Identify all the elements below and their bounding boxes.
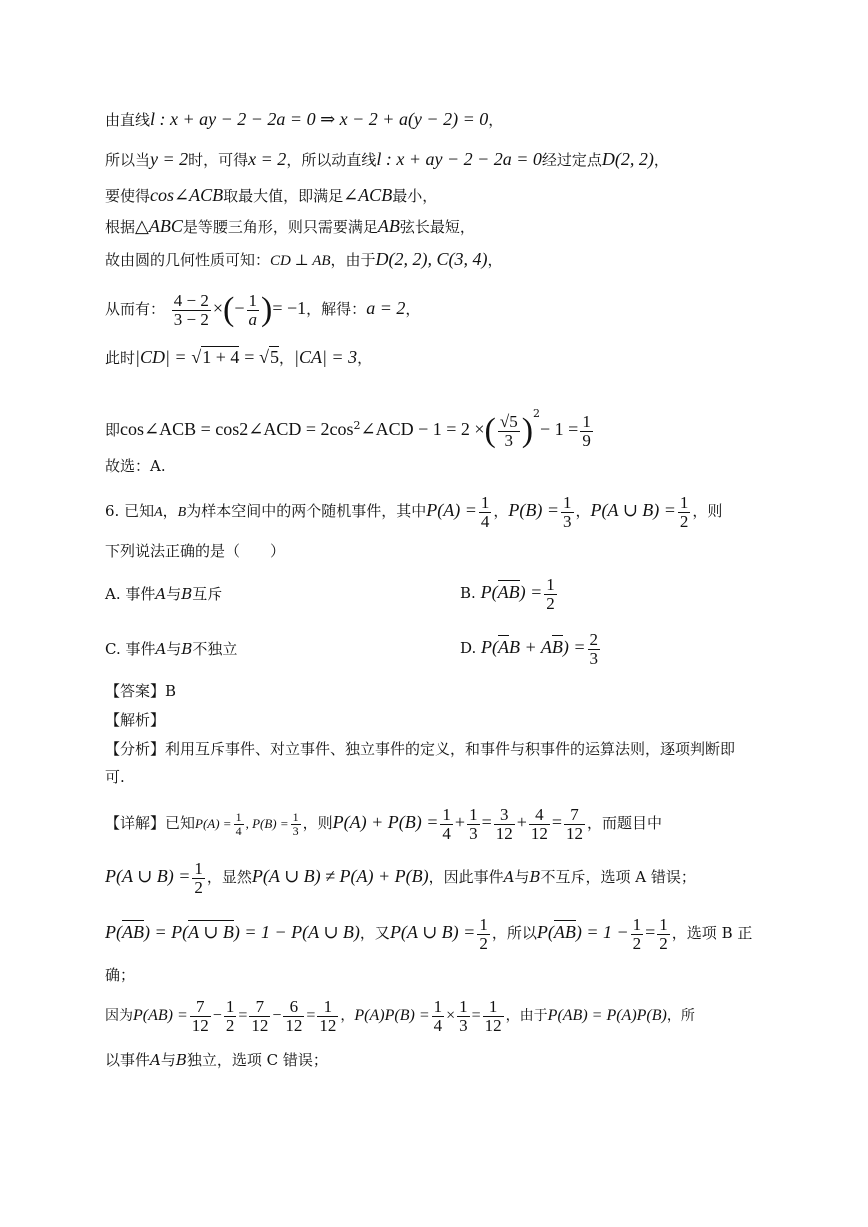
text: ，由于 [330,251,376,269]
fraction-numerator: 1 [194,858,203,878]
fraction-denominator: 12 [566,823,584,843]
fraction-numerator: 2 [589,629,598,649]
text: 即 [105,421,121,439]
fraction-denominator: 12 [319,1015,337,1035]
sqrt-symbol: √ [191,347,202,367]
text: ，解得： [306,300,367,318]
math-expression: P(A ∪ B) = [389,922,476,942]
paren-right: ) [521,412,534,449]
text-line-1 [105,108,768,131]
math-expression: , P(B) = [245,816,289,831]
math-expression: A [150,1051,161,1069]
math-operator: × [446,1007,456,1024]
fraction-denominator: 12 [484,1015,502,1035]
fraction-numerator: 1 [235,809,242,824]
option-a [105,583,222,605]
math-expression: P(AB) = P(A)P(B) [547,1007,667,1024]
text: 根据 [105,218,136,236]
math-expression: P(A ∪ B) = [590,500,676,520]
math-expression: ) = [562,637,586,657]
answer-text: 【答案】B [105,682,177,700]
fraction-numerator: 1 [632,914,642,934]
fraction [580,413,593,450]
text: ，则 [692,502,723,520]
math-expression: l : x + ay − 2 − 2a = 0 ⇒ x − 2 + a(y − 2) = 0 [150,109,489,129]
fraction [678,494,691,531]
fenxi-line-2 [105,766,768,788]
text-line-3 [105,184,768,207]
text: 时，可得 [188,151,249,169]
math-overline: AB [122,922,144,942]
math-expression: B [175,1051,187,1069]
math-operator: − [234,298,245,318]
fraction-numerator: 1 [679,492,689,512]
text: ，所以动直线 [286,151,377,169]
text: ， [493,502,509,520]
text: 互斥 [192,585,223,603]
math-expression: x = 2 [248,149,287,169]
math-expression: = −1 [272,298,307,318]
fraction [192,860,205,897]
fraction-denominator: 2 [679,511,689,531]
math-expression: a = 2 [366,298,406,318]
detail-line-6 [105,1049,768,1071]
math-expression: AB [377,216,400,236]
fraction-denominator: 3 [563,511,572,531]
math-expression: P(B) = [508,500,560,520]
fraction [283,998,304,1035]
math-expression: ) = 1 − [575,922,629,942]
fraction [529,806,550,843]
fraction [631,916,644,953]
fraction-numerator: 6 [283,998,304,1017]
fraction-denominator: 12 [251,1015,269,1035]
fraction [657,916,670,953]
text: 经过定点 [541,151,602,169]
math-expression: ) = [519,582,543,602]
math-expression: |CD| = [135,347,187,367]
fraction [561,494,574,531]
fraction-numerator: 4 − 2 [173,290,209,310]
math-expression: |CA| = 3 [294,347,358,367]
text: 此时 [105,349,136,367]
fraction [440,806,453,843]
fraction-denominator: 3 − 2 [173,309,209,329]
fraction-numerator: 1 [459,996,468,1016]
fraction [234,811,244,838]
fraction-denominator: 3 [589,648,598,668]
fraction-numerator: 1 [479,914,488,934]
fraction-numerator: 1 [582,411,591,431]
math-expression: CD ⊥ AB [270,253,331,269]
fraction [483,998,504,1035]
fraction-denominator: 12 [191,1015,209,1035]
fraction-denominator: 3 [292,823,299,838]
text: ，显然 [206,868,252,886]
text: 所以当 [105,151,151,169]
fraction [249,998,270,1035]
option-label: D. [460,639,477,657]
text: 与 [166,585,182,603]
math-operator: = [645,922,656,942]
text: ， [357,349,373,367]
analysis-heading [105,709,768,731]
detail-line-5 [105,996,768,1036]
text: ， [653,151,669,169]
text: ， [405,300,421,318]
fraction [494,806,515,843]
text: ， [279,349,295,367]
math-expression: B [181,640,193,658]
text: ，所以 [491,924,537,942]
text: 因为 [105,1008,133,1024]
text: ，因此事件 [428,868,504,886]
math-overline: AB [497,582,520,602]
fraction [291,811,301,838]
fraction [172,292,211,329]
fraction [498,413,520,450]
text: 是等腰三角形，则只需要满足 [182,218,378,236]
text: ，选项 B 正 [671,924,753,942]
text: 最小， [392,187,438,205]
fraction-denominator: 2 [225,1015,235,1035]
fraction [432,998,445,1035]
sqrt-radicand: 1 + 4 [202,347,240,367]
fraction-numerator: 1 [225,996,235,1016]
fraction-denominator: 2 [659,933,668,953]
fraction-denominator: 4 [235,823,242,838]
text: 由直线 [105,111,151,129]
text: ，又 [359,924,390,942]
math-expression: P( [105,922,122,942]
text-line-8 [105,392,768,453]
math-expression: B [181,585,193,603]
math-overline: AB [553,922,576,942]
math-expression: B [177,505,187,520]
text: 不互斥，选项 A 错误； [540,868,696,886]
math-expression: B + A [509,637,552,657]
text: ，由于 [505,1008,548,1024]
math-expression: P( [481,637,499,657]
superscript: 2 [353,419,361,432]
math-operator: + [454,812,466,832]
text: 与 [514,868,530,886]
fraction-denominator: 3 [459,1015,468,1035]
text: 独立，选项 C 错误； [186,1051,328,1069]
fraction-numerator: 1 [317,998,338,1017]
math-overline: A ∪ B [188,922,234,942]
text: ，则 [302,814,333,832]
text: 可. [105,768,125,786]
fraction-denominator: 2 [479,933,488,953]
fraction-denominator: 12 [285,1015,303,1035]
sqrt-radicand: 5 [270,347,280,367]
fraction-numerator: 1 [563,492,572,512]
paren-left: ( [223,291,235,328]
fraction-numerator: 1 [480,492,490,512]
fraction-denominator: 9 [582,430,591,450]
fraction-denominator: 2 [632,933,642,953]
math-expression: P(AB) = [133,1007,188,1024]
fraction [457,998,470,1035]
text: ， [487,251,503,269]
text: ， [575,502,591,520]
fraction [564,806,585,843]
fraction-numerator: 3 [494,806,515,825]
fraction [317,998,338,1035]
text: ， [162,502,178,520]
superscript: 2 [533,407,541,420]
fraction-denominator: 4 [442,823,451,843]
math-expression: A [155,585,167,603]
fraction-numerator: √5 [499,411,518,431]
math-operator: × [212,298,224,318]
fraction-denominator: 12 [530,823,548,843]
math-expression: P(A) = [426,500,477,520]
fraction-numerator: 1 [483,998,504,1017]
math-operator: + [516,812,527,832]
fraction-numerator: 7 [190,998,211,1017]
text: ， [340,1008,355,1024]
math-expression: A [503,868,515,886]
fraction-numerator: 1 [248,290,258,310]
math-expression: △ABC [135,216,183,236]
math-operator: = [244,347,255,367]
fraction-numerator: 4 [529,806,550,825]
option-d [460,627,602,668]
math-expression: P(A)P(B) = [354,1007,430,1024]
text-line-2 [105,148,768,171]
paren-left: ( [484,412,496,449]
text: ， [488,111,504,129]
option-label: A. 事件 [105,585,156,603]
question-6-line-1 [105,490,768,533]
fraction-numerator: 1 [433,996,443,1016]
paren-right: ) [261,291,273,328]
text: 取最大值，即满足 [223,187,344,205]
text: 弦长最短， [399,218,475,236]
math-expression: A [154,505,163,520]
text: 【解析】 [105,711,166,729]
fraction-numerator: 1 [659,914,668,934]
text: 与 [160,1051,176,1069]
fraction [224,998,237,1035]
fraction-denominator: 4 [480,511,490,531]
fraction-numerator: 7 [564,806,585,825]
fraction-numerator: 7 [249,998,270,1017]
fenxi-line-1 [105,738,768,760]
math-expression: − 1 = [540,419,579,439]
fraction-denominator: 2 [194,877,203,897]
text-line-7 [105,346,768,369]
text-line-6 [105,288,768,330]
fraction [544,576,557,613]
math-expression: D(2, 2), C(3, 4) [375,249,488,269]
math-expression: y = 2 [150,149,189,169]
question-6-line-2 [105,540,768,562]
detail-line-3 [105,912,768,953]
fraction-denominator: 12 [495,823,513,843]
option-label: C. 事件 [105,640,156,658]
math-expression: cos∠ACB [150,185,224,205]
detail-line-1 [105,802,768,844]
fraction [247,292,260,329]
fraction [467,806,480,843]
text: 与 [166,640,182,658]
text-line-4 [105,215,768,238]
text-line-5 [105,248,768,272]
math-expression: l : x + ay − 2 − 2a = 0 [376,149,542,169]
text: 不独立 [192,640,238,658]
math-expression: ∠ACD − 1 = 2 × [360,419,485,439]
text: 下列说法正确的是（ ） [105,542,286,560]
text: 以事件 [105,1051,151,1069]
fraction-denominator: 3 [469,823,478,843]
text: 6. 已知 [105,502,155,520]
fraction-denominator: 4 [433,1015,443,1035]
fraction-numerator: 1 [546,574,555,594]
fraction-denominator: a [248,309,258,329]
math-expression: ) = 1 − P(A ∪ B) [233,922,360,942]
option-b [460,572,559,613]
fraction-numerator: 1 [469,804,478,824]
math-expression: P(A) + P(B) = [332,812,439,832]
math-expression: ∠ACB [343,185,393,205]
math-operator: = [471,1007,481,1024]
math-expression: P( [480,582,498,602]
text-line-9 [105,455,768,477]
option-c [105,638,237,660]
math-expression: ) = P( [144,922,189,942]
math-expression: P(A ∪ B) ≠ P(A) + P(B) [251,866,429,886]
math-expression: P(A ∪ B) = [105,866,191,886]
text: 确； [105,966,136,984]
option-label: B. [460,584,476,602]
fraction-numerator: 1 [442,804,451,824]
math-overline: B [551,637,563,657]
math-overline: A [498,637,510,657]
text: 【分析】利用互斥事件、对立事件、独立事件的定义，和事件与积事件的运算法则，逐项判断即 [105,740,736,758]
text: 【详解】已知 [105,814,196,832]
fraction [477,916,490,953]
fraction [190,998,211,1035]
fraction-denominator: 2 [546,593,555,613]
sqrt-symbol: √ [259,347,270,367]
math-expression: P(A) = [195,816,232,831]
text: ，而题目中 [587,814,663,832]
math-operator: − [272,1007,282,1024]
math-operator: = [551,812,563,832]
text: 故由圆的几何性质可知： [105,251,271,269]
math-operator: = [238,1007,248,1024]
math-expression: B [529,868,541,886]
math-expression: cos∠ACB = cos2∠ACD = 2cos [120,419,354,439]
answer-line [105,680,768,702]
math-operator: = [481,812,492,832]
math-operator: − [212,1007,222,1024]
math-expression: P( [536,922,554,942]
detail-line-2 [105,856,768,897]
math-expression: D(2, 2) [601,149,654,169]
fraction [588,631,601,668]
fraction [479,494,492,531]
text: ，所 [666,1008,695,1024]
fraction-denominator: 3 [504,430,514,450]
text: 故选：A. [105,457,166,475]
math-operator: = [306,1007,316,1024]
text: 为样本空间中的两个随机事件，其中 [186,502,427,520]
text: 从而有： [105,300,166,318]
detail-line-4 [105,964,768,986]
text: 要使得 [105,187,151,205]
fraction-numerator: 1 [292,809,299,824]
math-expression: A [155,640,167,658]
